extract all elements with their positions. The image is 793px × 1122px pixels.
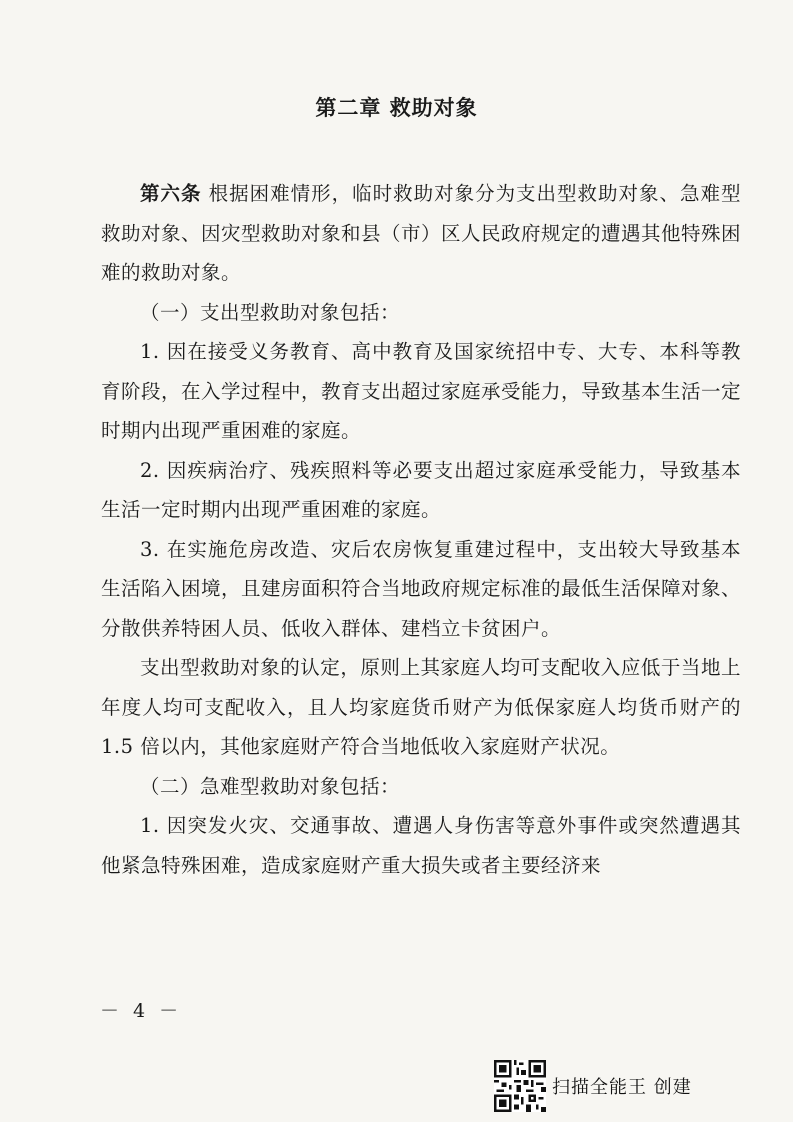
paragraph-text: （一）支出型救助对象包括： [140,300,401,324]
paragraph-item-2 [101,451,741,530]
paragraph-criteria [101,648,741,767]
paragraph-text: 支出型救助对象的认定，原则上其家庭人均可支配收入应低于当地上年度人均可支配收入，且人均家庭货币财产为低保家庭人均货币财产的 1.5 倍以内，其他家庭财产符合当地低收入家庭财产状况。 [101,656,741,758]
paragraph-item-1 [101,332,741,451]
qr-code-icon [494,1060,546,1112]
paragraph-section-2-item-1 [101,806,741,885]
paragraph-article-6 [101,174,741,293]
paragraph-text: 1. 因突发火灾、交通事故、遭遇人身伤害等意外事件或突然遭遇其他紧急特殊困难，造成家庭财产重大损失或者主要经济来 [101,814,741,877]
chapter-title: 第二章 救助对象 [315,96,478,120]
scanner-watermark [494,1058,692,1114]
article-number: 第六条 [140,182,202,205]
paragraph-text: （二）急难型救助对象包括： [140,774,401,798]
article-body [101,174,741,885]
paragraph-text: 1. 因在接受义务教育、高中教育及国家统招中专、大专、本科等教育阶段，在入学过程中，教育支出超过家庭承受能力，导致基本生活一定时期内出现严重困难的家庭。 [101,340,742,442]
paragraph-text: 根据困难情形，临时救助对象分为支出型救助对象、急难型救助对象、因灾型救助对象和县（市）区人民政府规定的遭遇其他特殊困难的救助对象。 [101,182,742,284]
page-number: － 4 － [100,1000,183,1022]
paragraph-text: 2. 因疾病治疗、残疾照料等必要支出超过家庭承受能力，导致基本生活一定时期内出现严重困难的家庭。 [101,458,741,521]
watermark-text: 扫描全能王 创建 [552,1077,692,1098]
paragraph-item-3 [101,530,741,649]
paragraph-section-2-heading [101,767,741,807]
paragraph-section-1-heading [101,293,741,333]
paragraph-text: 3. 在实施危房改造、灾后农房恢复重建过程中，支出较大导致基本生活陷入困境，且建房面积符合当地政府规定标准的最低生活保障对象、分散供养特困人员、低收入群体、建档立卡贫困户。 [101,537,742,640]
